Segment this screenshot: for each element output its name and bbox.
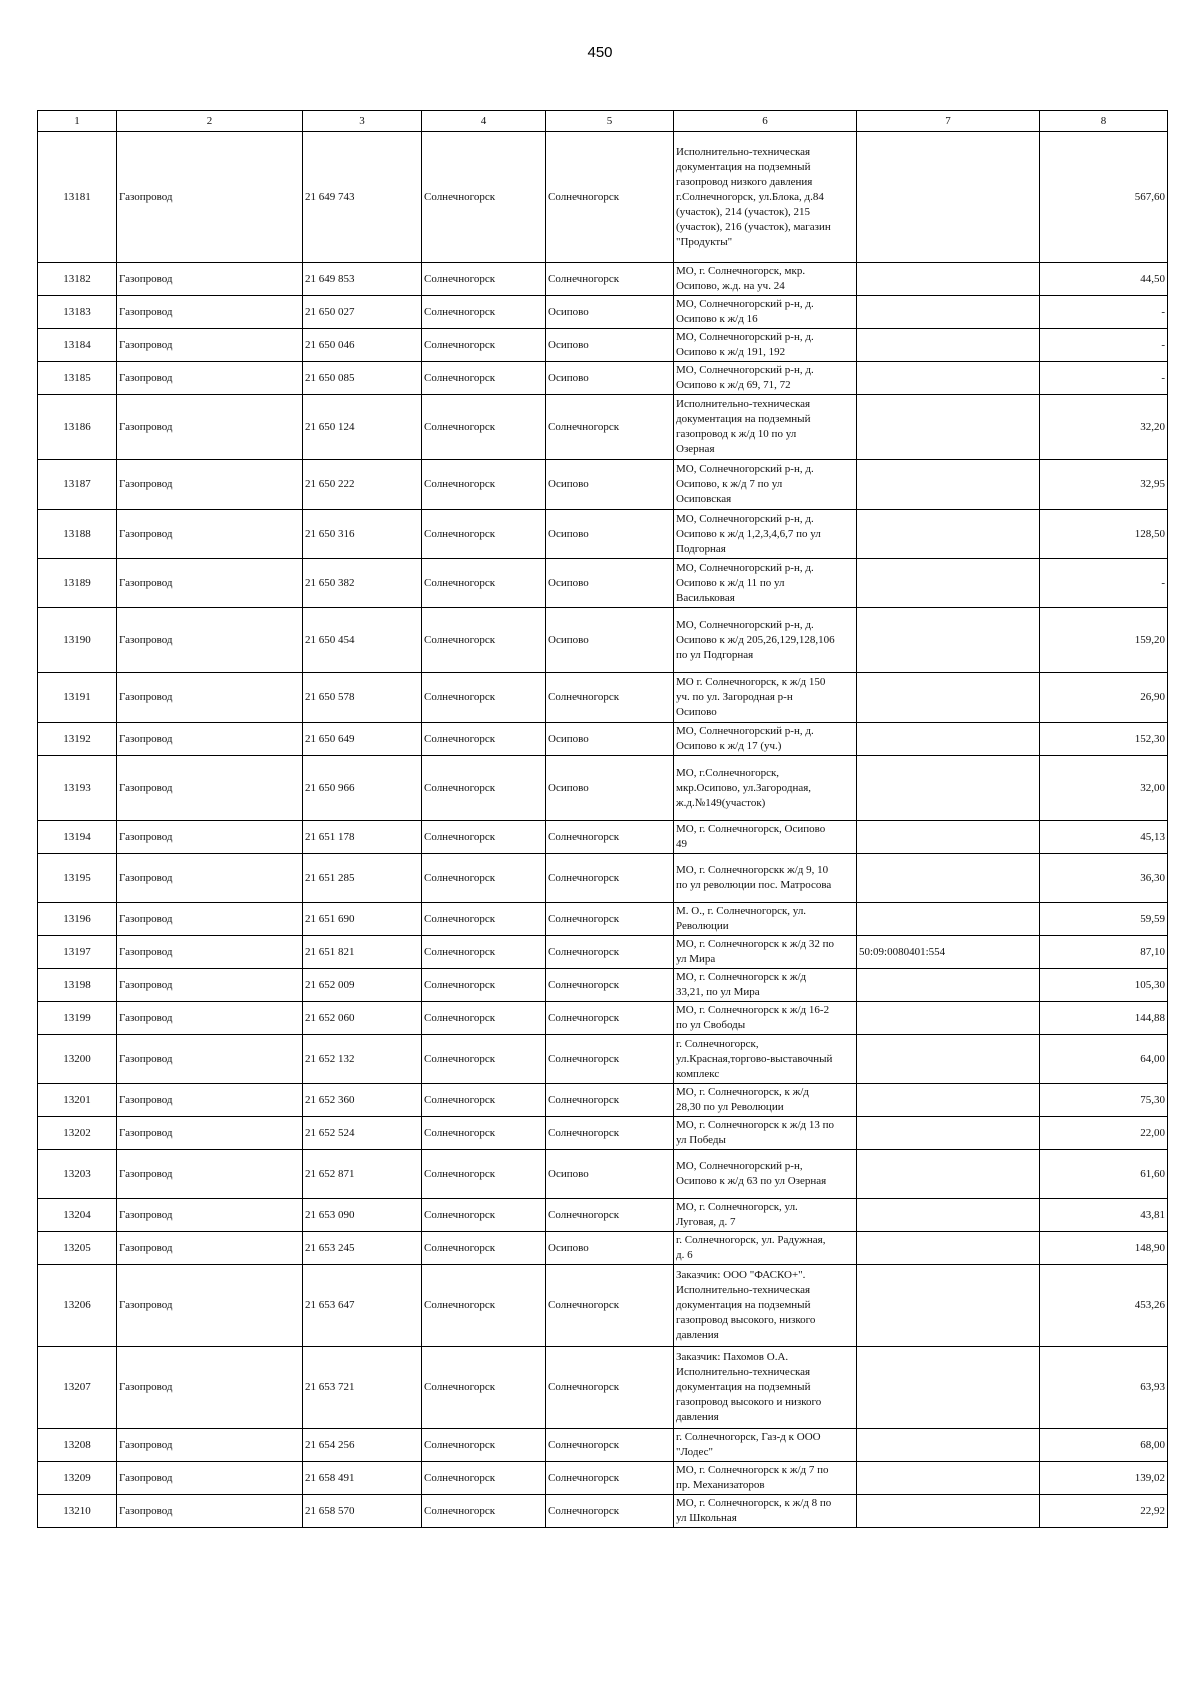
- registry-number-cell: 21 658 570: [303, 1495, 422, 1528]
- table-row: [38, 1265, 1168, 1347]
- district-cell: Солнечногорск: [422, 821, 546, 854]
- cadastral-number-cell: [857, 1199, 1040, 1232]
- record-number-cell: 13187: [38, 460, 117, 510]
- address-cell: МО, г. Солнечногорск к ж/д 32 по ул Мира: [674, 936, 857, 969]
- cadastral-number-cell: [857, 395, 1040, 460]
- length-value-cell: 43,81: [1040, 1199, 1168, 1232]
- address-cell: г. Солнечногорск, ул.Красная,торгово-выставочный комплекс: [674, 1035, 857, 1084]
- object-name-cell: Газопровод: [117, 1117, 303, 1150]
- table-row: [38, 1429, 1168, 1462]
- registry-number-cell: 21 653 721: [303, 1347, 422, 1429]
- object-name-cell: Газопровод: [117, 1462, 303, 1495]
- length-value-cell: 61,60: [1040, 1150, 1168, 1199]
- record-number-cell: 13201: [38, 1084, 117, 1117]
- district-cell: Солнечногорск: [422, 263, 546, 296]
- object-name-cell: Газопровод: [117, 1232, 303, 1265]
- cadastral-number-cell: [857, 460, 1040, 510]
- district-cell: Солнечногорск: [422, 1495, 546, 1528]
- registry-number-cell: 21 651 285: [303, 854, 422, 903]
- registry-number-cell: 21 651 821: [303, 936, 422, 969]
- cadastral-number-cell: 50:09:0080401:554: [857, 936, 1040, 969]
- address-cell: г. Солнечногорск, ул. Радужная, д. 6: [674, 1232, 857, 1265]
- address-cell: г. Солнечногорск, Газ-д к ООО "Лодес": [674, 1429, 857, 1462]
- address-cell: МО, г. Солнечногорск, мкр. Осипово, ж.д. на уч. 24: [674, 263, 857, 296]
- length-value-cell: 453,26: [1040, 1265, 1168, 1347]
- cadastral-number-cell: [857, 296, 1040, 329]
- object-name-cell: Газопровод: [117, 821, 303, 854]
- length-value-cell: 59,59: [1040, 903, 1168, 936]
- registry-number-cell: 21 653 245: [303, 1232, 422, 1265]
- locality-cell: Осипово: [546, 296, 674, 329]
- locality-cell: Осипово: [546, 362, 674, 395]
- address-cell: МО, г. Солнечногорск, ул. Луговая, д. 7: [674, 1199, 857, 1232]
- cadastral-number-cell: [857, 1265, 1040, 1347]
- registry-number-cell: 21 653 090: [303, 1199, 422, 1232]
- district-cell: Солнечногорск: [422, 1265, 546, 1347]
- record-number-cell: 13194: [38, 821, 117, 854]
- table-row: [38, 1035, 1168, 1084]
- registry-number-cell: 21 649 743: [303, 132, 422, 263]
- district-cell: Солнечногорск: [422, 723, 546, 756]
- record-number-cell: 13200: [38, 1035, 117, 1084]
- length-value-cell: 159,20: [1040, 608, 1168, 673]
- locality-cell: Солнечногорск: [546, 1495, 674, 1528]
- length-value-cell: -: [1040, 296, 1168, 329]
- object-name-cell: Газопровод: [117, 936, 303, 969]
- table-row: [38, 903, 1168, 936]
- length-value-cell: 68,00: [1040, 1429, 1168, 1462]
- district-cell: Солнечногорск: [422, 132, 546, 263]
- record-number-cell: 13198: [38, 969, 117, 1002]
- record-number-cell: 13206: [38, 1265, 117, 1347]
- locality-cell: Солнечногорск: [546, 1462, 674, 1495]
- district-cell: Солнечногорск: [422, 1199, 546, 1232]
- locality-cell: Солнечногорск: [546, 1002, 674, 1035]
- record-number-cell: 13195: [38, 854, 117, 903]
- locality-cell: Солнечногорск: [546, 903, 674, 936]
- address-cell: МО, г.Солнечногорск, мкр.Осипово, ул.Загородная, ж.д.№149(участок): [674, 756, 857, 821]
- address-cell: Заказчик: Пахомов О.А. Исполнительно-техническая документация на подземный газопровод высокого и низкого давления: [674, 1347, 857, 1429]
- length-value-cell: 22,92: [1040, 1495, 1168, 1528]
- address-cell: МО, г. Солнечногорск, к ж/д 28,30 по ул Революции: [674, 1084, 857, 1117]
- address-cell: МО, г. Солнечногорск к ж/д 33,21, по ул Мира: [674, 969, 857, 1002]
- length-value-cell: -: [1040, 329, 1168, 362]
- locality-cell: Солнечногорск: [546, 673, 674, 723]
- district-cell: Солнечногорск: [422, 936, 546, 969]
- registry-number-cell: 21 653 647: [303, 1265, 422, 1347]
- district-cell: Солнечногорск: [422, 673, 546, 723]
- table-row: [38, 1232, 1168, 1265]
- district-cell: Солнечногорск: [422, 1117, 546, 1150]
- cadastral-number-cell: [857, 1117, 1040, 1150]
- length-value-cell: 45,13: [1040, 821, 1168, 854]
- cadastral-number-cell: [857, 903, 1040, 936]
- locality-cell: Осипово: [546, 559, 674, 608]
- length-value-cell: 64,00: [1040, 1035, 1168, 1084]
- district-cell: Солнечногорск: [422, 1232, 546, 1265]
- registry-number-cell: 21 650 454: [303, 608, 422, 673]
- table-row: [38, 1462, 1168, 1495]
- locality-cell: Солнечногорск: [546, 1117, 674, 1150]
- registry-number-cell: 21 649 853: [303, 263, 422, 296]
- registry-number-cell: 21 652 009: [303, 969, 422, 1002]
- district-cell: Солнечногорск: [422, 1462, 546, 1495]
- object-name-cell: Газопровод: [117, 559, 303, 608]
- registry-number-cell: 21 650 046: [303, 329, 422, 362]
- column-header: 8: [1040, 111, 1168, 132]
- page-number: 450: [587, 44, 613, 61]
- registry-number-cell: 21 650 649: [303, 723, 422, 756]
- registry-number-cell: 21 652 360: [303, 1084, 422, 1117]
- length-value-cell: 32,20: [1040, 395, 1168, 460]
- locality-cell: Осипово: [546, 329, 674, 362]
- registry-number-cell: 21 650 222: [303, 460, 422, 510]
- table-row: [38, 673, 1168, 723]
- cadastral-number-cell: [857, 1495, 1040, 1528]
- column-header: 7: [857, 111, 1040, 132]
- address-cell: Исполнительно-техническая документация на подземный газопровод к ж/д 10 по ул Озерная: [674, 395, 857, 460]
- table-row: [38, 1002, 1168, 1035]
- table-row: [38, 510, 1168, 559]
- object-name-cell: Газопровод: [117, 296, 303, 329]
- registry-number-cell: 21 650 578: [303, 673, 422, 723]
- header-row: [38, 111, 1168, 132]
- length-value-cell: 87,10: [1040, 936, 1168, 969]
- object-name-cell: Газопровод: [117, 903, 303, 936]
- object-name-cell: Газопровод: [117, 723, 303, 756]
- table-row: [38, 756, 1168, 821]
- length-value-cell: 32,00: [1040, 756, 1168, 821]
- table-row: [38, 263, 1168, 296]
- length-value-cell: 63,93: [1040, 1347, 1168, 1429]
- cadastral-number-cell: [857, 1084, 1040, 1117]
- length-value-cell: 26,90: [1040, 673, 1168, 723]
- registry-number-cell: 21 658 491: [303, 1462, 422, 1495]
- address-cell: МО, Солнечногорский р-н, д. Осипово, к ж/д 7 по ул Осиповская: [674, 460, 857, 510]
- object-name-cell: Газопровод: [117, 362, 303, 395]
- locality-cell: Солнечногорск: [546, 132, 674, 263]
- table-row: [38, 559, 1168, 608]
- locality-cell: Солнечногорск: [546, 1199, 674, 1232]
- locality-cell: Солнечногорск: [546, 854, 674, 903]
- address-cell: МО, г. Солнечногорск, к ж/д 8 по ул Школьная: [674, 1495, 857, 1528]
- record-number-cell: 13197: [38, 936, 117, 969]
- district-cell: Солнечногорск: [422, 903, 546, 936]
- record-number-cell: 13209: [38, 1462, 117, 1495]
- record-number-cell: 13185: [38, 362, 117, 395]
- cadastral-number-cell: [857, 263, 1040, 296]
- length-value-cell: -: [1040, 362, 1168, 395]
- column-header: 6: [674, 111, 857, 132]
- object-name-cell: Газопровод: [117, 395, 303, 460]
- length-value-cell: 105,30: [1040, 969, 1168, 1002]
- locality-cell: Солнечногорск: [546, 263, 674, 296]
- locality-cell: Солнечногорск: [546, 821, 674, 854]
- address-cell: МО, Солнечногорский р-н, д. Осипово к ж/д 11 по ул Васильковая: [674, 559, 857, 608]
- record-number-cell: 13192: [38, 723, 117, 756]
- object-name-cell: Газопровод: [117, 1265, 303, 1347]
- locality-cell: Солнечногорск: [546, 1347, 674, 1429]
- address-cell: МО г. Солнечногорск, к ж/д 150 уч. по ул. Загородная р-н Осипово: [674, 673, 857, 723]
- length-value-cell: 152,30: [1040, 723, 1168, 756]
- object-name-cell: Газопровод: [117, 132, 303, 263]
- district-cell: Солнечногорск: [422, 395, 546, 460]
- address-cell: МО, Солнечногорский р-н, д. Осипово к ж/д 69, 71, 72: [674, 362, 857, 395]
- district-cell: Солнечногорск: [422, 608, 546, 673]
- object-name-cell: Газопровод: [117, 1495, 303, 1528]
- record-number-cell: 13183: [38, 296, 117, 329]
- record-number-cell: 13190: [38, 608, 117, 673]
- address-cell: МО, Солнечногорский р-н, д. Осипово к ж/д 205,26,129,128,106 по ул Подгорная: [674, 608, 857, 673]
- address-cell: МО, г. Солнечногорск к ж/д 7 по пр. Механизаторов: [674, 1462, 857, 1495]
- table-row: [38, 1495, 1168, 1528]
- cadastral-number-cell: [857, 1232, 1040, 1265]
- cadastral-number-cell: [857, 132, 1040, 263]
- locality-cell: Осипово: [546, 608, 674, 673]
- registry-number-cell: 21 650 382: [303, 559, 422, 608]
- length-value-cell: 32,95: [1040, 460, 1168, 510]
- length-value-cell: 128,50: [1040, 510, 1168, 559]
- registry-number-cell: 21 651 690: [303, 903, 422, 936]
- registry-number-cell: 21 652 871: [303, 1150, 422, 1199]
- registry-number-cell: 21 650 316: [303, 510, 422, 559]
- length-value-cell: 75,30: [1040, 1084, 1168, 1117]
- length-value-cell: 139,02: [1040, 1462, 1168, 1495]
- table-row: [38, 1347, 1168, 1429]
- cadastral-number-cell: [857, 723, 1040, 756]
- cadastral-number-cell: [857, 969, 1040, 1002]
- cadastral-number-cell: [857, 1035, 1040, 1084]
- record-number-cell: 13186: [38, 395, 117, 460]
- record-number-cell: 13188: [38, 510, 117, 559]
- length-value-cell: 22,00: [1040, 1117, 1168, 1150]
- table-row: [38, 362, 1168, 395]
- district-cell: Солнечногорск: [422, 510, 546, 559]
- registry-number-cell: 21 650 027: [303, 296, 422, 329]
- address-cell: МО, Солнечногорский р-н, д. Осипово к ж/д 1,2,3,4,6,7 по ул Подгорная: [674, 510, 857, 559]
- address-cell: МО, г. Солнечногорск к ж/д 16-2 по ул Свободы: [674, 1002, 857, 1035]
- table-row: [38, 329, 1168, 362]
- address-cell: МО, г. Солнечногорск к ж/д 13 по ул Победы: [674, 1117, 857, 1150]
- registry-number-cell: 21 650 124: [303, 395, 422, 460]
- district-cell: Солнечногорск: [422, 329, 546, 362]
- district-cell: Солнечногорск: [422, 1347, 546, 1429]
- table-row: [38, 395, 1168, 460]
- address-cell: МО, г. Солнечногорскк ж/д 9, 10 по ул революции пос. Матросова: [674, 854, 857, 903]
- cadastral-number-cell: [857, 1429, 1040, 1462]
- record-number-cell: 13184: [38, 329, 117, 362]
- length-value-cell: 148,90: [1040, 1232, 1168, 1265]
- record-number-cell: 13203: [38, 1150, 117, 1199]
- object-name-cell: Газопровод: [117, 1084, 303, 1117]
- record-number-cell: 13181: [38, 132, 117, 263]
- district-cell: Солнечногорск: [422, 460, 546, 510]
- object-name-cell: Газопровод: [117, 1035, 303, 1084]
- address-cell: МО, г. Солнечногорск, Осипово 49: [674, 821, 857, 854]
- object-name-cell: Газопровод: [117, 1002, 303, 1035]
- table-row: [38, 296, 1168, 329]
- locality-cell: Солнечногорск: [546, 1084, 674, 1117]
- cadastral-number-cell: [857, 1347, 1040, 1429]
- record-number-cell: 13208: [38, 1429, 117, 1462]
- object-name-cell: Газопровод: [117, 1199, 303, 1232]
- locality-cell: Осипово: [546, 460, 674, 510]
- length-value-cell: 567,60: [1040, 132, 1168, 263]
- length-value-cell: 36,30: [1040, 854, 1168, 903]
- record-number-cell: 13182: [38, 263, 117, 296]
- object-name-cell: Газопровод: [117, 673, 303, 723]
- record-number-cell: 13196: [38, 903, 117, 936]
- length-value-cell: 144,88: [1040, 1002, 1168, 1035]
- locality-cell: Осипово: [546, 510, 674, 559]
- table-row: [38, 723, 1168, 756]
- district-cell: Солнечногорск: [422, 756, 546, 821]
- cadastral-number-cell: [857, 756, 1040, 821]
- record-number-cell: 13204: [38, 1199, 117, 1232]
- object-name-cell: Газопровод: [117, 1347, 303, 1429]
- locality-cell: Солнечногорск: [546, 936, 674, 969]
- district-cell: Солнечногорск: [422, 854, 546, 903]
- table-row: [38, 854, 1168, 903]
- column-header: 2: [117, 111, 303, 132]
- cadastral-number-cell: [857, 362, 1040, 395]
- record-number-cell: 13210: [38, 1495, 117, 1528]
- registry-number-cell: 21 652 060: [303, 1002, 422, 1035]
- cadastral-number-cell: [857, 1150, 1040, 1199]
- registry-number-cell: 21 650 966: [303, 756, 422, 821]
- cadastral-number-cell: [857, 673, 1040, 723]
- table-row: [38, 821, 1168, 854]
- table-row: [38, 460, 1168, 510]
- table-row: [38, 1117, 1168, 1150]
- address-cell: МО, Солнечногорский р-н, д. Осипово к ж/д 16: [674, 296, 857, 329]
- length-value-cell: 44,50: [1040, 263, 1168, 296]
- object-name-cell: Газопровод: [117, 510, 303, 559]
- object-name-cell: Газопровод: [117, 1150, 303, 1199]
- address-cell: МО, Солнечногорский р-н, д. Осипово к ж/д 17 (уч.): [674, 723, 857, 756]
- registry-table: [37, 110, 1168, 1528]
- cadastral-number-cell: [857, 510, 1040, 559]
- table-row: [38, 1084, 1168, 1117]
- district-cell: Солнечногорск: [422, 296, 546, 329]
- record-number-cell: 13191: [38, 673, 117, 723]
- record-number-cell: 13202: [38, 1117, 117, 1150]
- table-row: [38, 1150, 1168, 1199]
- district-cell: Солнечногорск: [422, 362, 546, 395]
- address-cell: Заказчик: ООО "ФАСКО+". Исполнительно-техническая документация на подземный газопровод высокого, низкого давления: [674, 1265, 857, 1347]
- column-header: 1: [38, 111, 117, 132]
- cadastral-number-cell: [857, 1462, 1040, 1495]
- column-header: 4: [422, 111, 546, 132]
- district-cell: Солнечногорск: [422, 1035, 546, 1084]
- object-name-cell: Газопровод: [117, 1429, 303, 1462]
- record-number-cell: 13199: [38, 1002, 117, 1035]
- locality-cell: Солнечногорск: [546, 1429, 674, 1462]
- address-cell: Исполнительно-техническая документация на подземный газопровод низкого давления г.Солнечногорск, ул.Блока, д.84 (участок), 214 (участок), 215 (участок), 216 (участок), магазин "Продукты": [674, 132, 857, 263]
- locality-cell: Осипово: [546, 1150, 674, 1199]
- record-number-cell: 13205: [38, 1232, 117, 1265]
- locality-cell: Осипово: [546, 756, 674, 821]
- address-cell: М. О., г. Солнечногорск, ул. Революции: [674, 903, 857, 936]
- object-name-cell: Газопровод: [117, 756, 303, 821]
- object-name-cell: Газопровод: [117, 608, 303, 673]
- locality-cell: Солнечногорск: [546, 1035, 674, 1084]
- district-cell: Солнечногорск: [422, 1002, 546, 1035]
- registry-number-cell: 21 650 085: [303, 362, 422, 395]
- object-name-cell: Газопровод: [117, 854, 303, 903]
- address-cell: МО, Солнечногорский р-н, Осипово к ж/д 63 по ул Озерная: [674, 1150, 857, 1199]
- cadastral-number-cell: [857, 329, 1040, 362]
- cadastral-number-cell: [857, 821, 1040, 854]
- column-header: 3: [303, 111, 422, 132]
- table-row: [38, 969, 1168, 1002]
- address-cell: МО, Солнечногорский р-н, д. Осипово к ж/д 191, 192: [674, 329, 857, 362]
- table-row: [38, 608, 1168, 673]
- object-name-cell: Газопровод: [117, 263, 303, 296]
- table-row: [38, 132, 1168, 263]
- district-cell: Солнечногорск: [422, 1150, 546, 1199]
- locality-cell: Солнечногорск: [546, 1265, 674, 1347]
- registry-number-cell: 21 651 178: [303, 821, 422, 854]
- record-number-cell: 13193: [38, 756, 117, 821]
- cadastral-number-cell: [857, 559, 1040, 608]
- locality-cell: Солнечногорск: [546, 395, 674, 460]
- object-name-cell: Газопровод: [117, 969, 303, 1002]
- length-value-cell: -: [1040, 559, 1168, 608]
- table-row: [38, 1199, 1168, 1232]
- cadastral-number-cell: [857, 608, 1040, 673]
- cadastral-number-cell: [857, 1002, 1040, 1035]
- district-cell: Солнечногорск: [422, 559, 546, 608]
- district-cell: Солнечногорск: [422, 1429, 546, 1462]
- object-name-cell: Газопровод: [117, 329, 303, 362]
- table-row: [38, 936, 1168, 969]
- locality-cell: Солнечногорск: [546, 969, 674, 1002]
- district-cell: Солнечногорск: [422, 1084, 546, 1117]
- district-cell: Солнечногорск: [422, 969, 546, 1002]
- table-body: [38, 111, 1168, 1528]
- cadastral-number-cell: [857, 854, 1040, 903]
- registry-number-cell: 21 652 132: [303, 1035, 422, 1084]
- locality-cell: Осипово: [546, 1232, 674, 1265]
- column-header: 5: [546, 111, 674, 132]
- object-name-cell: Газопровод: [117, 460, 303, 510]
- registry-number-cell: 21 652 524: [303, 1117, 422, 1150]
- registry-number-cell: 21 654 256: [303, 1429, 422, 1462]
- record-number-cell: 13189: [38, 559, 117, 608]
- locality-cell: Осипово: [546, 723, 674, 756]
- record-number-cell: 13207: [38, 1347, 117, 1429]
